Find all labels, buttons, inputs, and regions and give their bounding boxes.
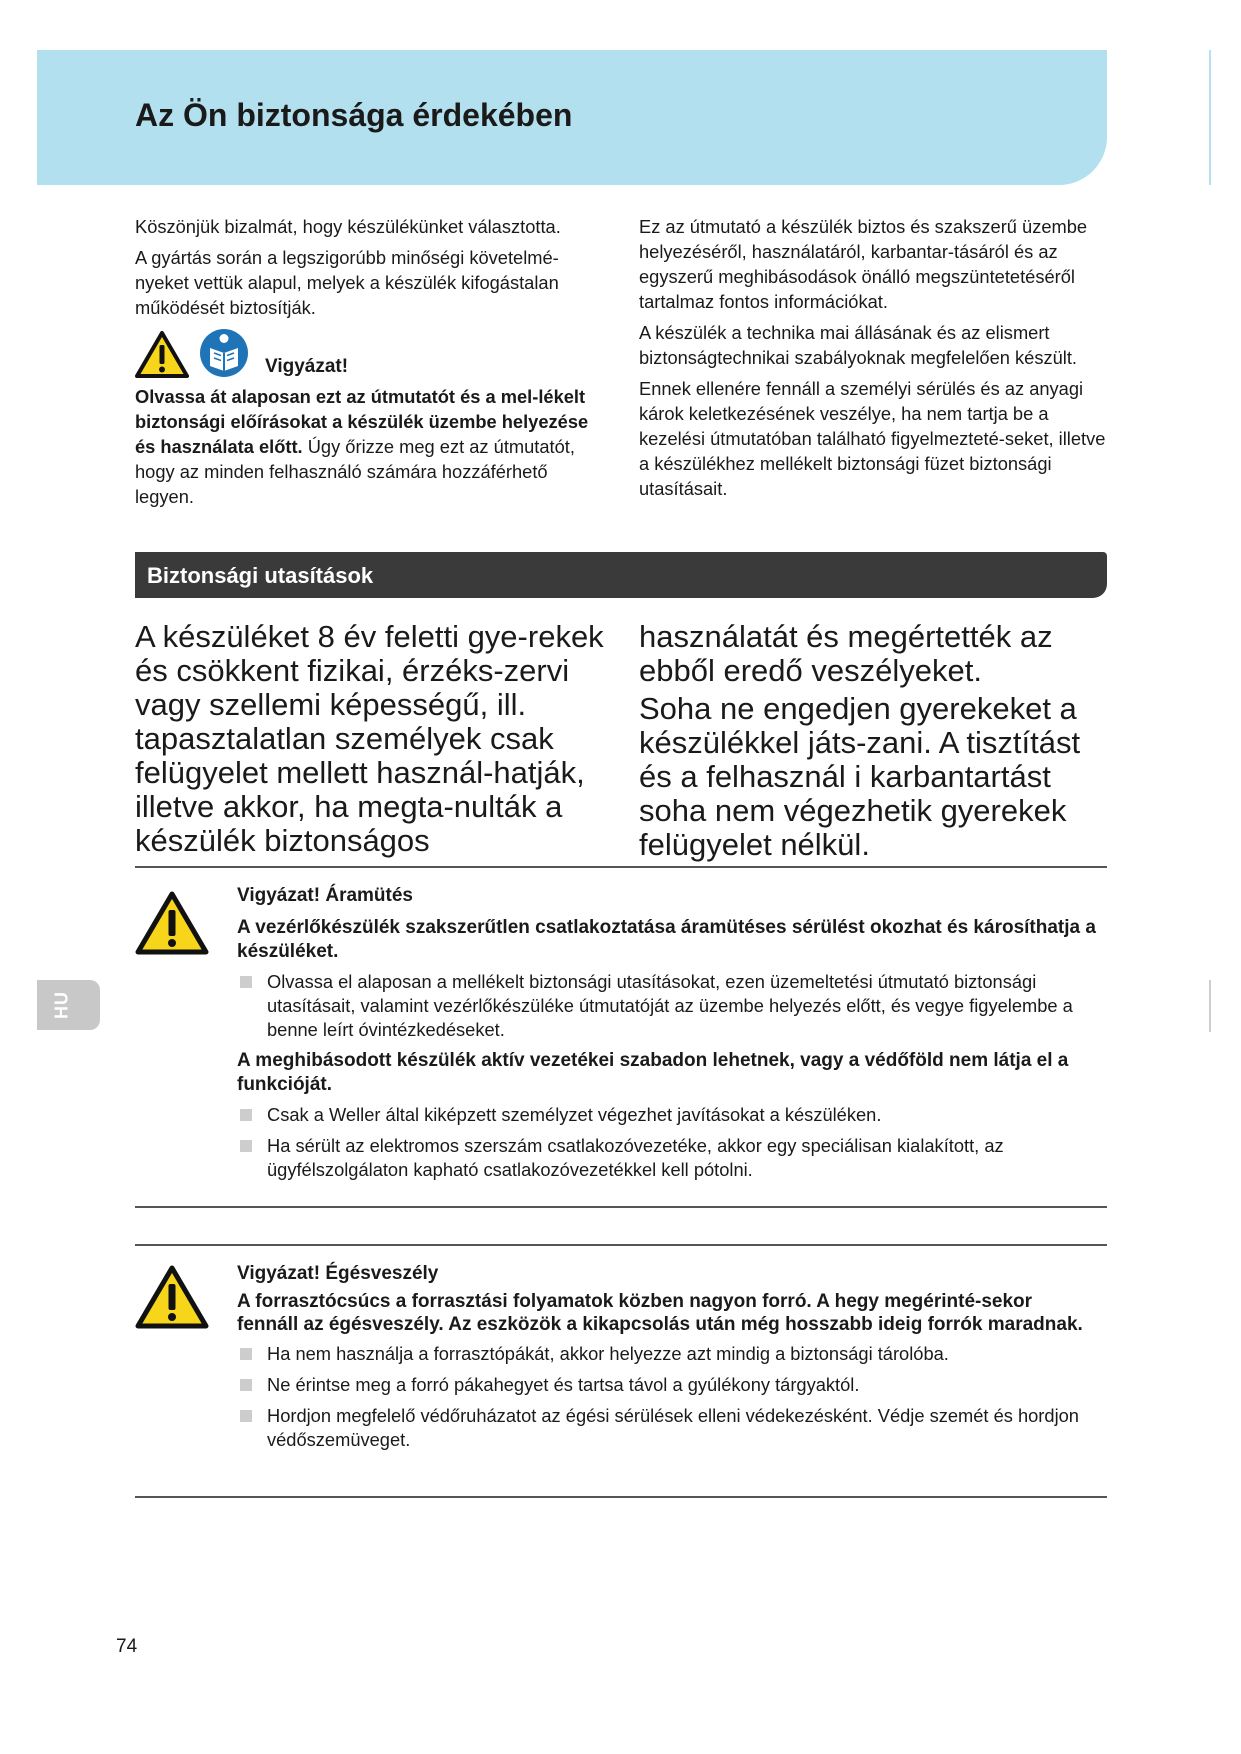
list-item: Ha sérült az elektromos szerszám csatlakozóvezetéke, akkor egy speciálisan kialakított, az ügyfélszolgálaton kapható csatlakozóvezetékkel kell pótolni.: [237, 1134, 1097, 1182]
read-manual-rest: Úgy őrizze meg ezt az útmutatót, hogy az minden felhasználó számára hozzáférhető legyen.: [135, 436, 575, 507]
edge-rule: [1209, 50, 1211, 185]
children-notice-left: [135, 620, 615, 862]
intro-manual-info: Ez az útmutató a készülék biztos és szakszerű üzembe helyezéséről, használatáról, karbantar-tásáról és az egyszerű meghibásodások önálló megszüntetetéséről tartalmaz fontos információkat.: [639, 216, 1088, 312]
electric-shock-list-1: [237, 970, 1097, 1042]
list-item: Olvassa el alaposan a mellékelt biztonsági utasításokat, ezen üzemeltetési útmutató biztonsági utasításait, valamint vezérlőkészüléke útmutatóját az üzembe helyezés előtt, és vegye figyelembe a benne leírt óvintézkedéseket.: [237, 970, 1097, 1042]
list-item: Csak a Weller által kiképzett személyzet végezhet javításokat a készüléken.: [237, 1103, 1097, 1127]
warning-label: Vigyázat!: [265, 356, 349, 377]
children-notice-text: A készüléket 8 év feletti gye-rekek és csökkent fizikai, érzéks-zervi vagy szellemi képességű, ill. tapasztalatlan személyek csak felügyelet mellett használ-hatják, illetve akkor, ha megta-nulták a készülék biztonságos: [135, 619, 604, 858]
warning-triangle-icon: [135, 330, 189, 378]
burn-warning: [135, 1262, 1107, 1492]
section-heading: Biztonsági utasítások: [147, 563, 374, 588]
burn-warning-list: [237, 1342, 1097, 1452]
list-item: Hordjon megfelelő védőruházatot az égési sérülések elleni védekezésként. Védje szemét és hordjon védőszemüveget.: [237, 1404, 1097, 1452]
intro-thanks: Köszönjük bizalmát, hogy készülékünket választotta.: [135, 216, 561, 237]
warning-triangle-icon: [135, 890, 209, 956]
intro-standards: A készülék a technika mai állásának és az elismert biztonságtechnikai szabályoknak megfelelően készült.: [639, 322, 1077, 368]
electric-shock-title: Vigyázat! Áramütés: [237, 885, 413, 906]
electric-shock-list-2: [237, 1103, 1097, 1182]
page-number: 74: [116, 1636, 138, 1657]
read-manual-text: [135, 384, 605, 509]
read-manual-bold: Olvassa át alaposan ezt az útmutatót és a mel-lékelt biztonsági előírásokat a készülék üzembe helyezése és használata előtt.: [135, 386, 589, 457]
page-title: Az Ön biztonsága érdekében: [135, 97, 573, 133]
children-notice-continued: használatát és megértették az ebből eredő veszélyeket.: [639, 619, 1053, 688]
intro-right-column: [639, 214, 1109, 507]
children-play-notice: Soha ne engedjen gyerekeket a készülékkel játs-zani. A tisztítást és a felhasznál i karbantartást soha nem végezhetik gyerekek felügyelet nélkül.: [639, 691, 1081, 862]
language-tab-label: HU: [51, 991, 72, 1019]
intro-risks: Ennek ellenére fennáll a személyi sérülés és az anyagi károk keletkezésének veszélye, ha nem tartja be a kezelési útmutatóban található figyelmezteté-seket, illetve a készülékhez mellékelt biztonsági füzet biztonsági utasításait.: [639, 378, 1106, 499]
read-manual-warning: [135, 326, 605, 378]
section-heading-bar: [135, 552, 1107, 598]
list-item: Ne érintse meg a forró pákahegyet és tartsa távol a gyúlékony tárgyaktól.: [237, 1373, 1097, 1397]
burn-warning-lead: A forrasztócsúcs a forrasztási folyamatok közben nagyon forró. A hegy megérinté-sekor fennáll az égésveszély. Az eszközök a kikapcsolás után még hosszabb ideig forrók maradnak.: [237, 1291, 1083, 1335]
electric-shock-content: [237, 884, 1097, 1189]
intro-left-column: [135, 214, 605, 515]
divider: [135, 1496, 1107, 1498]
children-notice-right: [639, 620, 1109, 866]
warning-triangle-icon: [135, 1264, 209, 1330]
burn-warning-title: Vigyázat! Égésveszély: [237, 1263, 439, 1284]
divider: [135, 1244, 1107, 1246]
read-manual-icon: [199, 328, 249, 378]
burn-warning-content: [237, 1262, 1097, 1459]
intro-quality: A gyártás során a legszigorúbb minőségi követelmé-nyeket vettük alapul, melyek a készülék kifogástalan működését biztosítják.: [135, 247, 559, 318]
divider: [135, 866, 1107, 868]
electric-shock-lead: A vezérlőkészülék szakszerűtlen csatlakoztatása áramütéses sérülést okozhat és károsíthatja a készüléket.: [237, 917, 1096, 962]
list-item: Ha nem használja a forrasztópákát, akkor helyezze azt mindig a biztonsági tárolóba.: [237, 1342, 1097, 1366]
language-tab: [37, 980, 100, 1030]
edge-rule: [1209, 980, 1211, 1032]
divider: [135, 1206, 1107, 1208]
defective-device-lead: A meghibásodott készülék aktív vezetékei szabadon lehetnek, vagy a védőföld nem látja el a funkcióját.: [237, 1050, 1069, 1095]
electric-shock-warning: [135, 884, 1107, 1204]
